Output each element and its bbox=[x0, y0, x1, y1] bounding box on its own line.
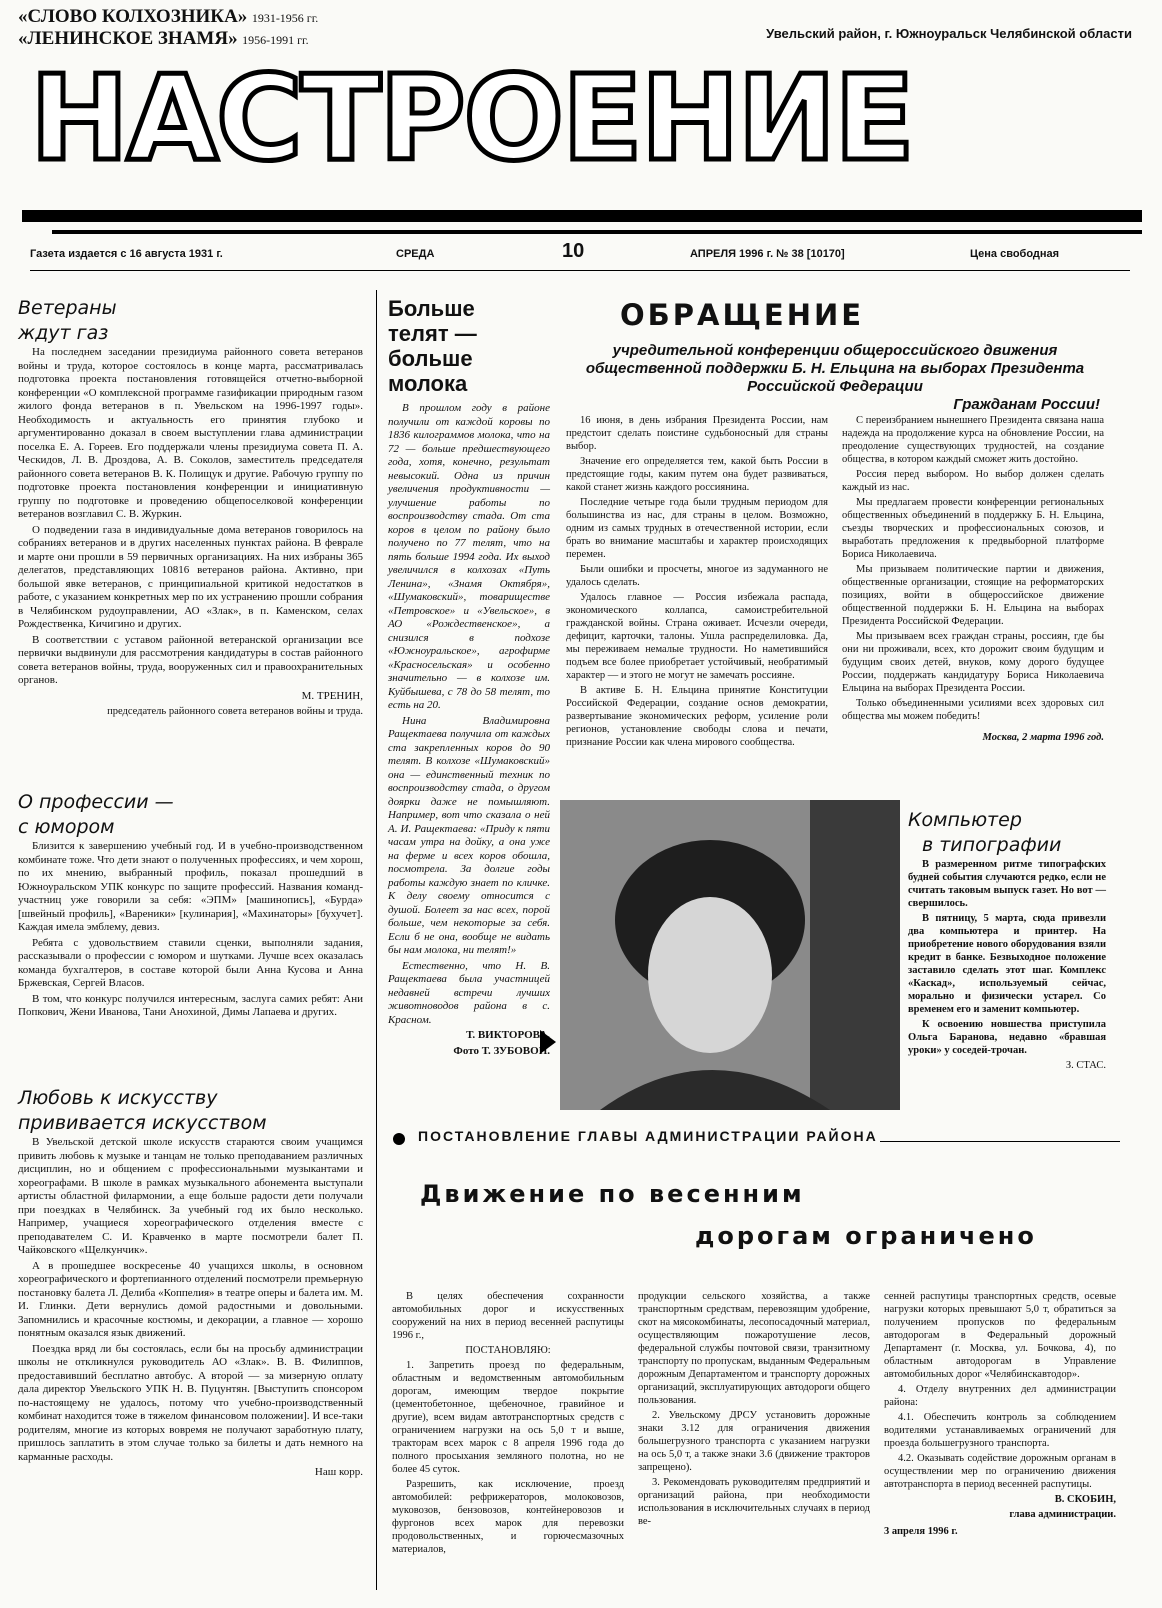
dateline bbox=[30, 240, 1130, 268]
decree-title-2: дорогам ограничено bbox=[695, 1222, 1037, 1250]
decree-title-1: Движение по весенним bbox=[420, 1180, 805, 1208]
dateline-rule bbox=[30, 270, 1130, 271]
decree-paragraph: сенней распутицы транспортных средств, осевые нагрузки которых превышают 5,0 т, обратиться за получением пропусков по федеральным автодорогам в Федеральный дорожный Департамент (г. Москва, ул. Бочкова, 4), по областным автодорогам в Управление автомобильных дорог «Челябинскавтодор». bbox=[884, 1291, 1116, 1380]
computer-heading-1: Компьютер bbox=[908, 809, 1022, 831]
calves-paragraph: Нина Владимировна Ращектаева получила от каждых ста закрепленных коров до 90 телят. В колхозе «Шумаковский» она — единственный техник по воспроизводству стада, о другом доярки даже не помышляют. Например, вот что сказала о ней А. И. Ращектаева: «Приду к пяти часам утра на дойку, а она уже на ферме и всех коров обошла, посмотрела. За долгие годы работы каждую знает по кличке. К делу своему относится с душой. Болеет за нас всех, порой больше, чем некоторые за себя. Если б не она, вообще не видать бы нам молока, ни телят!» bbox=[388, 714, 550, 956]
decree-paragraph: 4.1. Обеспечить контроль за соблюдением водителями устанавливаемых ограничений для проезда большегрузного транспорта. bbox=[884, 1412, 1116, 1449]
region-line: Увельский район, г. Южноуральск Челябинской области bbox=[766, 26, 1132, 41]
portrait-photo bbox=[560, 800, 900, 1110]
art-heading-2: прививается искусством bbox=[18, 1112, 267, 1134]
photo-pointer-icon bbox=[540, 1030, 556, 1054]
art-paragraph: В Увельской детской школе искусств стараются своим учащимся привить любовь к музыке и танцам не только преподаванием различных дисциплин, но и общением с профессиональными музыкантами и хореографами. В школе в рамках музыкального абонемента выступали артисты областной филармонии, а еще больше радости дети получали при поездках в Челябинск. За учебный год их было несколько. Например, учащиеся хореографического отделения вместе с преподавателем С. И. Кравченко в марте посмотрели балет П. Чайковского «Щелкунчик». bbox=[18, 1136, 363, 1256]
profession-heading-2: с юмором bbox=[18, 816, 115, 838]
decree-resolve: ПОСТАНОВЛЯЮ: bbox=[465, 1345, 551, 1356]
article-profession bbox=[18, 790, 363, 1022]
rubric-rule bbox=[880, 1141, 1120, 1142]
decree-paragraph: 4.2. Оказывать содействие дорожным органам в осуществлении мер по ограничению движения автотранспорта в период весенней распутицы. bbox=[884, 1453, 1116, 1490]
art-paragraph: Поездка вряд ли бы состоялась, если бы на просьбу администрации школы не откликнулся руководитель АО «Злак». В. В. Филиппов, предоставивший бесплатно автобус. А второй — за мизерную оплату дала директор Увельского УПК Н. В. Пуцунтян. [Выступить спонсором по-настоящему не удалось, потому что учебно-производственный комбинат находится тоже в тяжелом финансовом положении]. И все-таки родителям, многие из которых вовремя не получают заработную плату, пришлось заплатить в этом случае только за билеты и дать немного на карманные расходы. bbox=[18, 1342, 363, 1463]
decree-column-3 bbox=[884, 1290, 1116, 1538]
masthead bbox=[22, 40, 1142, 240]
history-years-1: 1931-1956 гг. bbox=[251, 11, 319, 25]
article-calves bbox=[388, 296, 550, 1060]
masthead-rule-thick bbox=[22, 210, 1142, 222]
veterans-heading-1: Ветераны bbox=[18, 297, 117, 319]
appeal-paragraph: С переизбранием нынешнего Президента связана наша надежда на продолжение курса на обновление России, на преодоление существующих трудностей, на создание общества, в котором каждый сможет жить достойно. bbox=[842, 415, 1104, 465]
calves-author: Т. ВИКТОРОВА. bbox=[466, 1029, 550, 1041]
computer-paragraph: К освоению новшества приступила Ольга Баранова, недавно «бравшая уроки» у соседей-трочан. bbox=[908, 1019, 1106, 1056]
art-author: Наш корр. bbox=[314, 1466, 363, 1478]
column-divider bbox=[376, 290, 377, 1590]
appeal-subtitle-text: учредительной конференции общероссийского движения общественной поддержки Б. Н. Ельцина на выборах Президента Российской Федерации bbox=[585, 342, 1085, 395]
appeal-paragraph: Удалось главное — Россия избежала распада, экономического коллапса, самоистребительной гражданской войны. Страна оживает. Исчезли очереди, дефицит, карточки, талоны. Ушла распределиловка. Да, мы переживаем немалые трудности. Но наметившийся подъем все более приобретает устойчивый, необратимый характер — и этого не могут не замечать россияне. bbox=[566, 592, 828, 681]
computer-paragraph: В размеренном ритме типографских будней события случаются редко, если не считать таковым выпуск газет. Но вот — свершилось. bbox=[908, 859, 1106, 909]
appeal-paragraph: В активе Б. Н. Ельцина принятие Конституции Российской Федерации, создание основ демократии, развертывание экономических реформ, усиление роли регионов, установление свободы слова и печати, признание России как члена мирового сообщества. bbox=[566, 685, 828, 748]
decree-paragraph: В целях обеспечения сохранности автомобильных дорог и искусственных сооружений на них в период весенней распутицы 1996 г., bbox=[392, 1291, 624, 1341]
decree-rubric: ПОСТАНОВЛЕНИЕ ГЛАВЫ АДМИНИСТРАЦИИ РАЙОНА bbox=[418, 1128, 878, 1144]
history-years-2: 1956-1991 гг. bbox=[242, 33, 309, 47]
veterans-author: М. ТРЕНИН, bbox=[301, 689, 363, 702]
appeal-place-date: Москва, 2 марта 1996 год. bbox=[982, 732, 1104, 743]
decree-paragraph: 2. Увельскому ДРСУ установить дорожные знаки 3.12 для ограничения движения большегрузного транспорта с указанием нагрузки на ось 5,0 т, а также знаки 3.6 (движение тракторов запрещено). bbox=[638, 1410, 870, 1473]
price: Цена свободная bbox=[970, 248, 1060, 260]
computer-author: З. СТАС. bbox=[1065, 1060, 1106, 1071]
profession-heading-1: О профессии — bbox=[18, 791, 174, 813]
article-computer bbox=[908, 808, 1106, 1074]
appeal-paragraph: Мы предлагаем провести конференции региональных общественных объединений в поддержку Б. Н. Ельцина, съезды творческих и профессиональных союзов, и выработать предложения к предвыборной платформе Бориса Николаевича. bbox=[842, 497, 1104, 560]
calves-paragraph: В прошлом году в районе получили от каждой коровы по 1836 килограммов молока, что на 72 — больше предшествующего года, хотя, конечно, результат невысокий. Одна из причин увеличения продуктивности — улучшение работы по воспроизводству стада. От ста коров в целом по району было получено по 77 телят, что на пять больше 1994 года. Их выход увеличился в колхозах «Путь Ленина», «Знамя Октября», «Шумаковский», товариществе «Петровское» и «Увельское», в АО «Рождественское», а снизился в подхозе «Южноуральское», агрофирме «Красносельская» и особенно значительно — в колхозе им. Куйбышева, с 78 до 58 телят, то есть на 20. bbox=[388, 402, 550, 711]
decree-signer-role: глава администрации. bbox=[1009, 1509, 1116, 1520]
history-name-2: «ЛЕНИНСКОЕ ЗНАМЯ» bbox=[18, 28, 238, 49]
article-art bbox=[18, 1086, 363, 1482]
appeal-paragraph: Последние четыре года были трудным периодом для большинства из нас, для страны в целом. Возможно, одним из самых трудных в отечественной истории, если брать во внимание масштабы и характер происходящих перемен. bbox=[566, 497, 828, 560]
history-name-1: «СЛОВО КОЛХОЗНИКА» bbox=[18, 6, 248, 27]
decree-paragraph: 4. Отделу внутренних дел администрации района: bbox=[884, 1384, 1116, 1408]
appeal-addressee: Гражданам России! bbox=[953, 396, 1100, 413]
calves-heading-2: телят — bbox=[388, 321, 477, 346]
profession-paragraph: В том, что конкурс получился интересным, заслуга самих ребят: Ани Попкович, Жени Иванова, Тани Анохиной, Димы Лапаева и других. bbox=[18, 992, 363, 1018]
art-heading-1: Любовь к искусству bbox=[18, 1087, 218, 1109]
article-veterans bbox=[18, 296, 363, 721]
decree-signer: В. СКОБИН, bbox=[1054, 1494, 1116, 1505]
veterans-author-role: председатель районного совета ветеранов войны и труда. bbox=[107, 706, 363, 717]
portrait-image bbox=[560, 800, 900, 1110]
decree-paragraph: Разрешить, как исключение, проезд автомобилей: рефрижераторов, молоковозов, муковозов, бензовозов, контейнеровозов и фургонов всех марок для перевозки продовольственных, и горючесмазочных материалов, bbox=[392, 1479, 624, 1555]
day-number: 10 bbox=[562, 240, 585, 262]
calves-heading-3: больше bbox=[388, 346, 473, 371]
issue-info: АПРЕЛЯ 1996 г. № 38 [10170] bbox=[690, 248, 845, 260]
appeal-paragraph: Мы призываем политические партии и движения, общественные организации, стоящие на реформаторских позициях, войти в общероссийское движение общественной поддержки Б. Н. Ельцина на выборах Президента Российской Федерации. bbox=[842, 564, 1104, 627]
appeal-paragraph: 16 июня, в день избрания Президента России, нам предстоит сделать поистине судьбоносный для страны выбор. bbox=[566, 415, 828, 452]
appeal-paragraph: Значение его определяется тем, какой быть России в предстоящие годы, каким путем она будет развиваться, какой станет жизнь каждого россиянина. bbox=[566, 456, 828, 493]
computer-paragraph: В пятницу, 5 марта, сюда привезли два компьютера и принтер. На приобретение нового оборудования взяли кредит в банке. Безвыходное положение заставило сделать этот шаг. Комплекс «Каскад», используемый сейчас, морально и физически устарел. Со временем его и заменит компьютер. bbox=[908, 913, 1106, 1015]
appeal-paragraph: Мы призываем всех граждан страны, россиян, где бы они ни проживали, всех, кто дорожит своим будущим и будущим своих детей, внуков, кому дорого будущее России, поддержать кандидатуру Бориса Николаевича Ельцина на выборах Президента России. bbox=[842, 631, 1104, 694]
profession-paragraph: Ребята с удовольствием ставили сценки, выполняли задания, рассказывали о профессии с юмором и шутками. Лучше всех оказалась команда бухгалтеров, в составе которой были Анна Кусова и Анна Бржевская, Сергей Власов. bbox=[18, 936, 363, 989]
masthead-rule-thin bbox=[52, 230, 1142, 234]
profession-paragraph: Близится к завершению учебный год. И в учебно-производственном комбинате тоже. Что дети знают о полученных профессиях, и чем хорош, по их мнению, выбранный профиль, показал прошедший в Южноуральском УПК конкурс по защите профессий. Названия команд-участниц уже говорили за себя: «ЭПМ» [машинопись], «Бурда» [швейный профиль], «Вареники» [кулинария], «Махинаторы» [бухучет]. Каждая имела эмблему, девиз. bbox=[18, 840, 363, 933]
newspaper-title: НАСТРОЕНИЕ bbox=[30, 49, 913, 187]
computer-heading-2: в типографии bbox=[922, 834, 1062, 856]
appeal-title: ОБРАЩЕНИЕ bbox=[620, 298, 865, 332]
veterans-paragraph: О подведении газа в индивидуальные дома ветеранов говорилось на собраниях ветеранов и в других населенных пунктах района. В феврале и марте они прошли в 59 первичных организациях. На них избраны 365 делегатов, представляющих 10816 ветеранов района. Активно, при большой явке ветеранов, с принципиальной критикой недостатков в работе, с указанием конкретных мер по их устранению прошли собрания в Челябинском рудоуправлении, АО «Злак», в п. Каменском, селах Рождественка, Кичигино и других. bbox=[18, 523, 363, 630]
calves-paragraph: Естественно, что Н. В. Ращектаева была участницей недавней встречи лучших животноводов района в с. Красном. bbox=[388, 959, 550, 1026]
calves-heading-4: молока bbox=[388, 371, 468, 396]
art-paragraph: А в прошедшее воскресенье 40 учащихся школы, в основном хореографического и фортепианного отделений посмотрели премьерную постановку балета Л. Делиба «Коппелия» в театре оперы и балета им. М. И. Глинки. Дети вернулись домой радостными и довольными. Запомнились и красочные костюмы, и декорации, а главное — хорошо понятным оказался язык движений. bbox=[18, 1259, 363, 1339]
decree-date: 3 апреля 1996 г. bbox=[884, 1526, 958, 1537]
appeal-subtitle bbox=[570, 342, 1100, 414]
rubric-bullet-icon bbox=[393, 1133, 405, 1145]
appeal-column-right bbox=[842, 414, 1104, 746]
decree-paragraph: 3. Рекомендовать руководителям предприятий и организаций района, при необходимости использования в исключительных случаях в период ве- bbox=[638, 1477, 870, 1527]
veterans-paragraph: На последнем заседании президиума районного совета ветеранов войны и труда, которое состоялось в конце марта, рассматривалась подготовка проекта постановления готовящейся отчетно-выборной конференции «О комплексной программе газификации природным газом жилого фонда ветеранов в п. Увельском на 1996-1997 годы». Необходимость и актуальность его принятия глубоко и аргументированно доказал в своем выступлении глава администрации поселка Е. А. Гореев. Его поддержали члены президиума совета П. А. Ческидов, Л. В. Дроздова, А. В. Соколов, заместитель председателя районного совета ветеранов В. К. Полищук и другие. Рабочую группу по подготовке проекта постановления конференции и инициативную группу по подготовке и проведению общепоселковой конференции ветеранов возглавил С. В. Журкин. bbox=[18, 346, 363, 520]
veterans-heading-2: ждут газ bbox=[18, 322, 109, 344]
published-since: Газета издается с 16 августа 1931 г. bbox=[30, 248, 223, 260]
decree-paragraph: продукции сельского хозяйства, а также транспортным средствам, перевозящим удобрение, скот на мясокомбинаты, лесопосадочный материал, осуществляющим пожаротушение лесов, федеральной службы почтовой связи, транзитному транспорту по пропускам, выданным Федеральным дорожным Департаментом и транспорту дорожных организаций, эксплуатирующих автодороги общего пользования. bbox=[638, 1291, 870, 1406]
veterans-paragraph: В соответствии с уставом районной ветеранской организации все первички выдвинули для рассмотрения кандидатуры в состав районного совета ветеранов войны, труда, вооруженных сил и правоохранительных органов. bbox=[18, 633, 363, 686]
appeal-column-left bbox=[566, 414, 828, 751]
weekday: СРЕДА bbox=[396, 248, 435, 260]
appeal-paragraph: Россия перед выбором. Но выбор должен сделать каждый из нас. bbox=[842, 469, 1104, 493]
appeal-paragraph: Только объединенными усилиями всех здоровых сил общества мы можем победить! bbox=[842, 698, 1104, 722]
appeal-paragraph: Были ошибки и просчеты, многое из задуманного не удалось сделать. bbox=[566, 564, 828, 588]
decree-column-2 bbox=[638, 1290, 870, 1530]
decree-column-1 bbox=[392, 1290, 624, 1558]
decree-paragraph: 1. Запретить проезд по федеральным, областным и ведомственным автомобильным дорогам, имеющим твердое покрытие (цементобетонное, щебеночное, гравийное и другие), всем видам автотранспортных средств с ограничением нагрузки на ось 5,0 т и выше, тракторам всех марок с 8 апреля 1996 года до полного просыхания земляного полотна, но не более 45 суток. bbox=[392, 1360, 624, 1475]
calves-photo-credit: Фото Т. ЗУБОВОЙ. bbox=[453, 1044, 550, 1057]
calves-heading-1: Больше bbox=[388, 296, 475, 321]
